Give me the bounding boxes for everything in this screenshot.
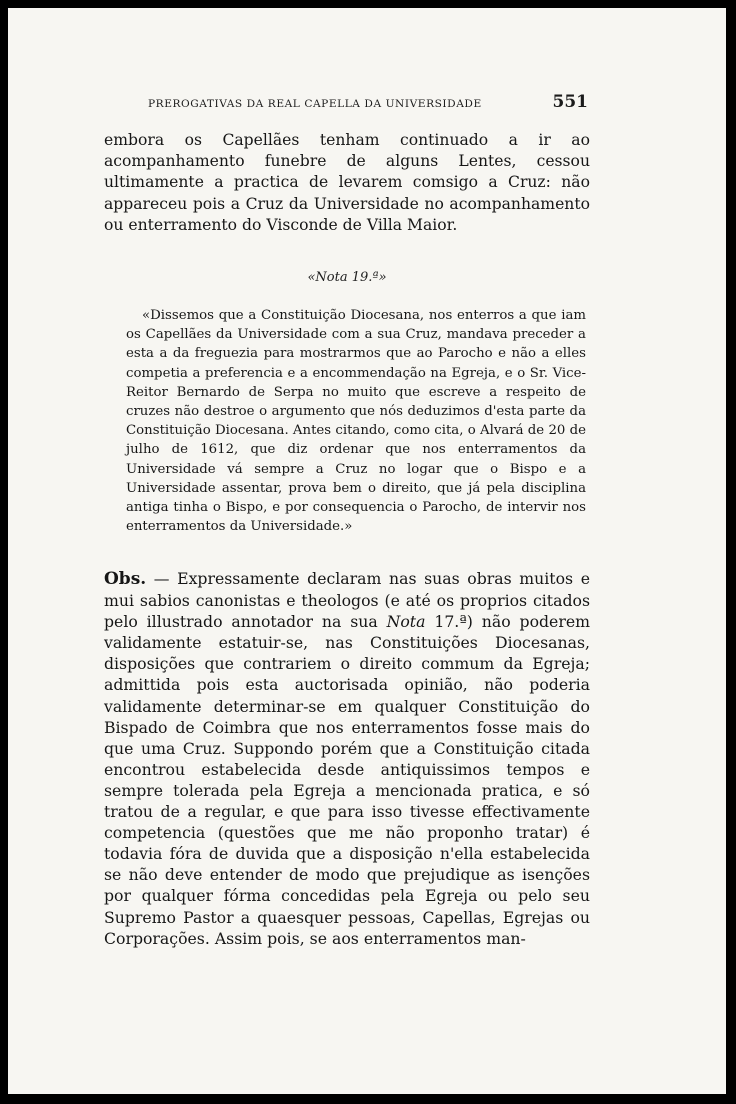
page-header bbox=[148, 92, 588, 112]
nota-title: «Nota 19.ª» bbox=[307, 270, 387, 285]
running-title: PREROGATIVAS DA REAL CAPELLA DA UNIVERSIDADE bbox=[148, 98, 482, 110]
obs-paragraph bbox=[104, 568, 590, 949]
obs-text-after-note: 17.ª) não poderem validamente estatuir-se, nas Constituições Diocesanas, disposições que contrariem o direito commum da Egreja; admittida pois esta auctorisada opinião, não poderia validamente determinar-se em qualquer Constituição do Bispado de Coimbra que nos enterramentos fosse mais do que uma Cruz. Suppondo porém que a Constituição citada encontrou estabelecida desde antiquissimos tempos e sempre tolerada pela Egreja a mencionada pratica, e só tratou de a regular, e que para isso tivesse effectivamente competencia (questões que me não proponho tratar) é todavia fóra de duvida que a disposição n'ella estabelecida se não deve entender de modo que prejudique as isenções por qualquer fórma concedidas pela Egreja ou pelo seu Supremo Pastor a quaesquer pessoas, Capellas, Egrejas ou Corporações. Assim pois, se aos enterramentos man- bbox=[104, 612, 590, 948]
quote-paragraph: «Dissemos que a Constituição Diocesana, nos enterros a que iam os Capellães da Universidade com a sua Cruz, mandava preceder a esta a da freguezia para mostrarmos que ao Parocho e não a elles competia a preferencia e a encommendação na Egreja, e o Sr. Vice-Reitor Bernardo de Serpa no muito que escreve a respeito de cruzes não destroe o argumento que nós deduzimos d'esta parte da Constituição Diocesana. Antes citando, como cita, o Alvará de 20 de julho de 1612, que diz ordenar que nos enterramentos da Universidade vá sempre a Cruz no logar que o Bispo e a Universidade assentar, prova bem o direito, que já pela disciplina antiga tinha o Bispo, e por consequencia o Parocho, de intervir nos enterramentos da Universidade.» bbox=[126, 308, 586, 535]
obs-dash: — bbox=[146, 569, 178, 588]
obs-note-reference: Nota bbox=[386, 612, 426, 632]
obs-text-before-note: Expressamente declaram nas suas obras muitos e mui sabios canonistas e theologos (e até os proprios citados pelo illustrado annotador na sua bbox=[104, 569, 590, 632]
book-page bbox=[8, 8, 726, 1094]
page-number: 551 bbox=[552, 92, 588, 112]
paragraph-top: embora os Capellães tenham continuado a ir ao acompanhamento funebre de alguns Lentes, cessou ultimamente a practica de levarem comsigo a Cruz: não appareceu pois a Cruz da Universidade no acompanhamento ou enterramento do Visconde de Villa Maior. bbox=[104, 131, 590, 234]
obs-label: Obs. bbox=[104, 569, 147, 589]
